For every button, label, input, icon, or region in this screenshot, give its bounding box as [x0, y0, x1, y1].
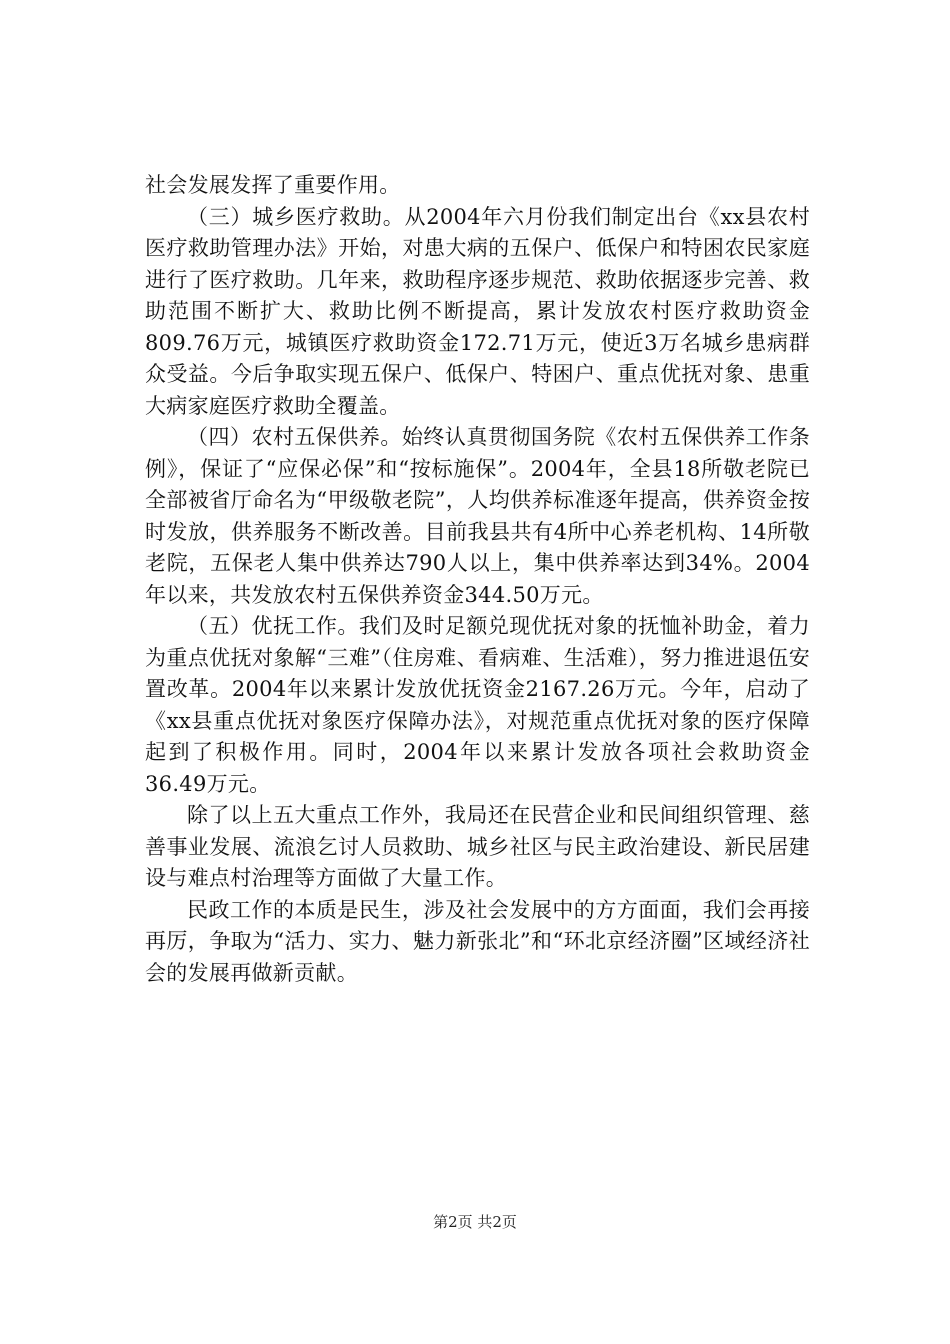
document-body — [145, 170, 810, 989]
paragraph-medical-aid: （三）城乡医疗救助。从2004年六月份我们制定出台《xx县农村医疗救助管理办法》开始，对患大病的五保户、低保户和特困农民家庭进行了医疗救助。几年来，救助程序逐步规范、救助依据逐步完善、救助范围不断扩大、救助比例不断提高，累计发放农村医疗救助资金809.76万元，城镇医疗救助资金172.71万元，使近3万名城乡患病群众受益。今后争取实现五保户、低保户、特困户、重点优抚对象、患重大病家庭医疗救助全覆盖。 — [145, 204, 810, 418]
paragraph-five-guarantees: （四）农村五保供养。始终认真贯彻国务院《农村五保供养工作条例》，保证了“应保必保”和“按标施保”。2004年，全县18所敬老院已全部被省厅命名为“甲级敬老院”，人均供养标准逐年提高，供养资金按时发放，供养服务不断改善。目前我县共有4所中心养老机构、14所敬老院，五保老人集中供养达790人以上，集中供养率达到34%。2004年以来，共发放农村五保供养资金344.50万元。 — [145, 425, 810, 607]
paragraph-other-work: 除了以上五大重点工作外，我局还在民营企业和民间组织管理、慈善事业发展、流浪乞讨人员救助、城乡社区与民主政治建设、新民居建设与难点村治理等方面做了大量工作。 — [145, 803, 810, 890]
paragraph-continuation: 社会发展发挥了重要作用。 — [145, 173, 401, 197]
paragraph-preferential-care: （五）优抚工作。我们及时足额兑现优抚对象的抚恤补助金，着力为重点优抚对象解“三难”（住房难、看病难、生活难），努力推进退伍安置改革。2004年以来累计发放优抚资金2167.26万元。今年，启动了《xx县重点优抚对象医疗保障办法》，对规范重点优抚对象的医疗保障起到了积极作用。同时，2004年以来累计发放各项社会救助资金36.49万元。 — [145, 614, 810, 796]
page-footer: 第2页 共2页 — [433, 1213, 517, 1231]
paragraph-conclusion: 民政工作的本质是民生，涉及社会发展中的方方面面，我们会再接再厉，争取为“活力、实力、魅力新张北”和“环北京经济圈”区域经济社会的发展再做新贡献。 — [145, 897, 810, 985]
